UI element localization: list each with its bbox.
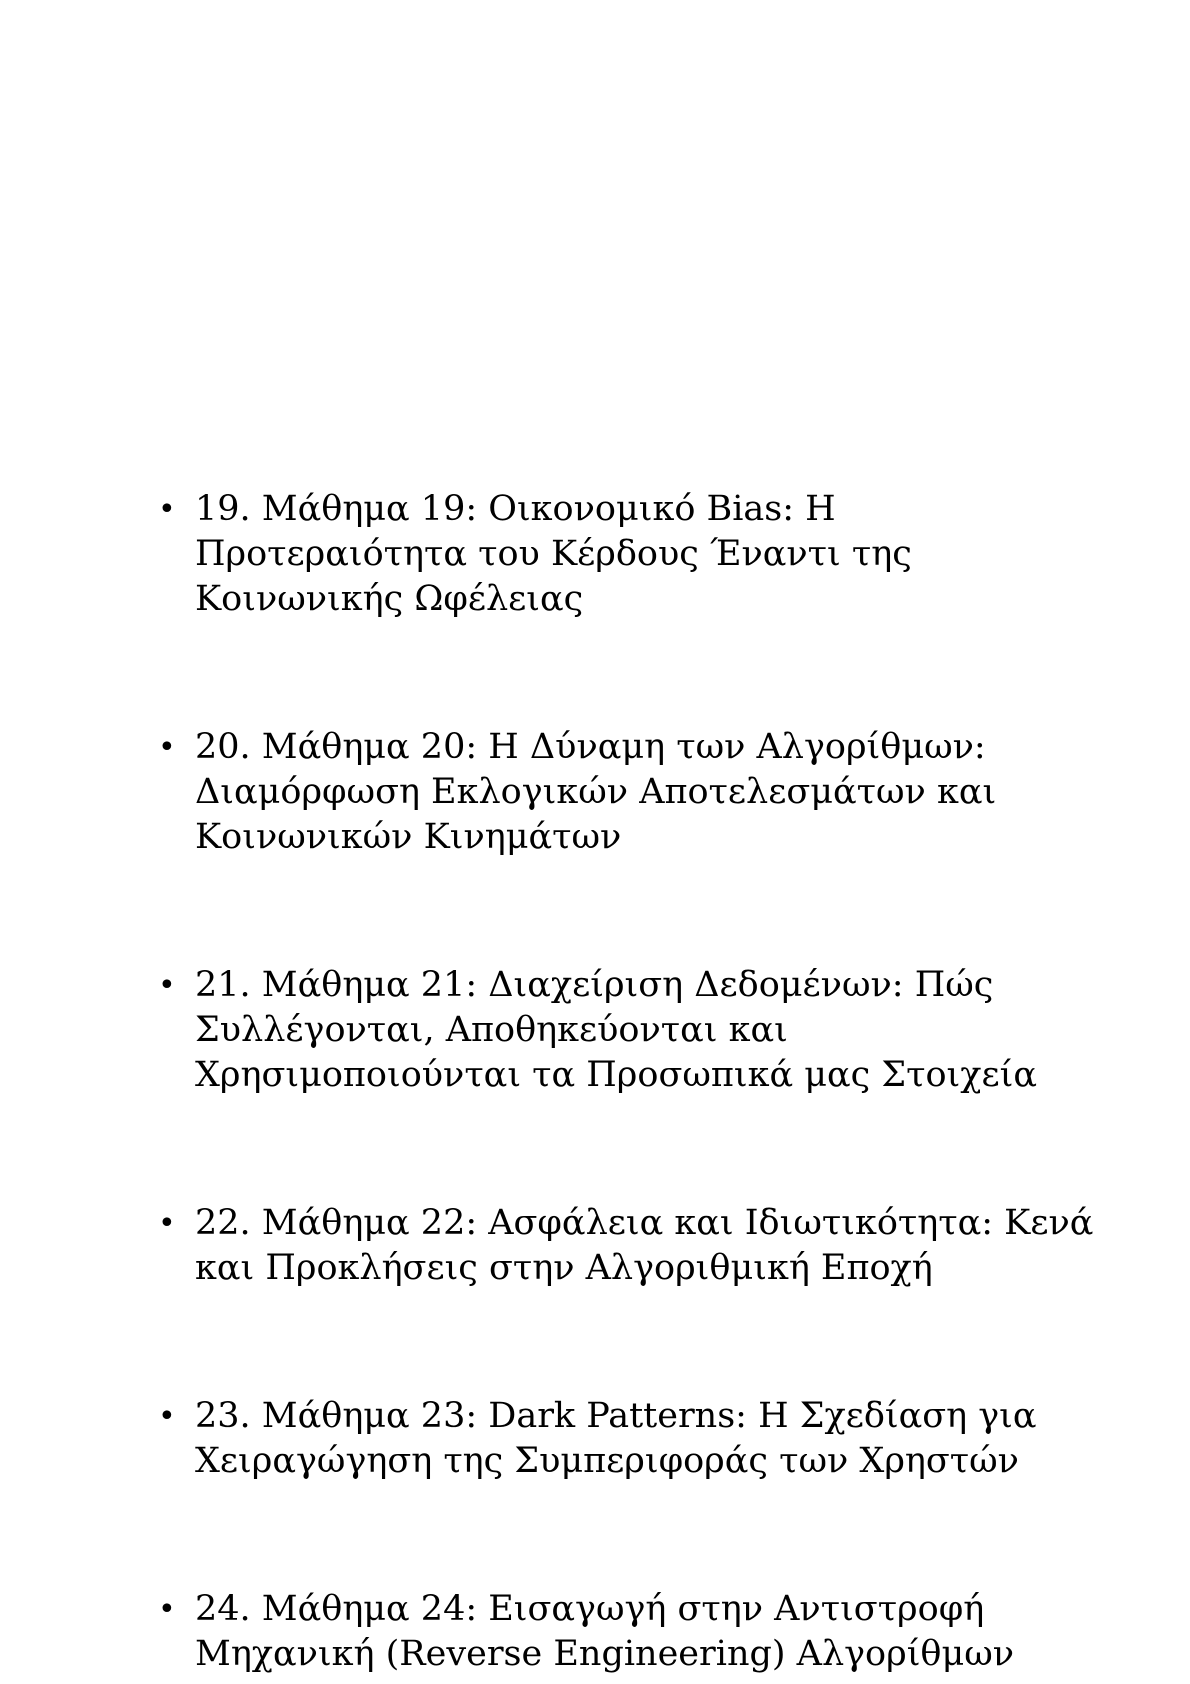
lesson-title: 24. Μάθημα 24: Εισαγωγή στην Αντιστροφή Μηχανική (Reverse Engineering) Αλγορίθμων — [195, 1589, 1015, 1674]
lesson-title: 20. Μάθημα 20: Η Δύναμη των Αλγορίθμων: Διαμόρφωση Εκλογικών Αποτελεσμάτων και Κοινωνικών Κινημάτων — [195, 727, 997, 857]
bullet-icon: • — [158, 1206, 176, 1241]
lesson-title: 21. Μάθημα 21: Διαχείριση Δεδομένων: Πώς Συλλέγονται, Αποθηκεύονται και Χρησιμοποιούνται τα Προσωπικά μας Στοιχεία — [195, 965, 1037, 1095]
lesson-title: 19. Μάθημα 19: Οικονομικό Bias: Η Προτεραιότητα του Κέρδους Έναντι της Κοινωνικής Ωφέλειας — [195, 489, 912, 619]
bullet-icon: • — [158, 492, 176, 527]
list-item — [158, 1201, 1098, 1291]
bullet-icon: • — [158, 1399, 176, 1434]
bullet-icon: • — [158, 1592, 176, 1627]
list-item — [158, 487, 1098, 622]
bullet-icon: • — [158, 968, 176, 1003]
list-item — [158, 1394, 1098, 1484]
list-item — [158, 1587, 1098, 1677]
lesson-title: 23. Μάθημα 23: Dark Patterns: Η Σχεδίαση για Χειραγώγηση της Συμπεριφοράς των Χρηστών — [195, 1396, 1037, 1481]
bullet-icon: • — [158, 730, 176, 765]
list-item — [158, 725, 1098, 860]
lesson-title: 22. Μάθημα 22: Ασφάλεια και Ιδιωτικότητα: Κενά και Προκλήσεις στην Αλγοριθμική Εποχή — [195, 1203, 1094, 1288]
lesson-list — [158, 487, 1098, 1677]
list-item — [158, 963, 1098, 1098]
